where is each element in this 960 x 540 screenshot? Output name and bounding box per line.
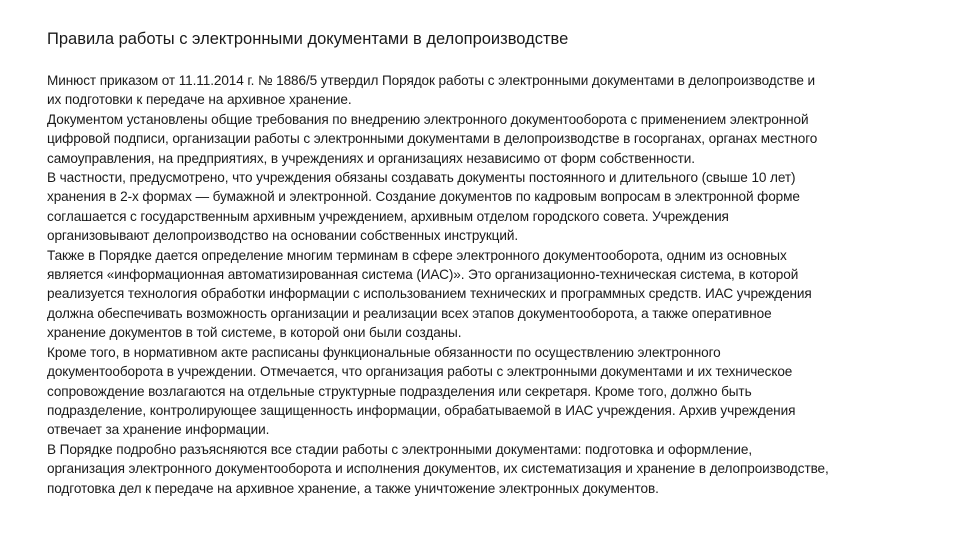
body-line: их подготовки к передаче на архивное хранение. [47,92,352,108]
body-line: организовывают делопроизводство на основании собственных инструкций. [47,228,519,244]
body-line: хранения в 2-х формах — бумажной и электронной. Создание документов по кадровым вопросам в электронной форме [47,189,800,205]
body-line: отвечает за хранение информации. [47,422,270,438]
body-line: Документом установлены общие требования по внедрению электронного документооборота с применением электронной [47,111,809,127]
body-line: Кроме того, в нормативном акте расписаны функциональные обязанности по осуществлению электронного [47,344,721,360]
body-line: соглашается с государственным архивным учреждением, архивным отделом городского совета. Учреждения [47,208,729,224]
body-line: цифровой подписи, организации работы с электронными документами в делопроизводстве в госорганах, органах местного [47,131,818,147]
body-line: Также в Порядке дается определение многим терминам в сфере электронного документооборота, одним из основных [47,247,787,263]
body-line: самоуправления, на предприятиях, в учреждениях и организациях независимо от форм собственности. [47,150,695,166]
body-line: Минюст приказом от 11.11.2014 г. № 1886/5 утвердил Порядок работы с электронными документами в делопроизводстве и [47,73,815,88]
body-line: подготовка дел к передаче на архивное хранение, а также уничтожение электронных документов. [47,480,659,496]
body-line: является «информационная автоматизированная система (ИАС)». Это организационно-техническая система, в которой [47,267,799,283]
body-line: хранение документов в той системе, в которой они были созданы. [47,325,462,341]
body-line: В Порядке подробно разъясняются все стадии работы с электронными документами: подготовка и оформление, [47,441,753,457]
body-line: В частности, предусмотрено, что учреждения обязаны создавать документы постоянного и длительного (свыше 10 лет) [47,170,796,186]
body-line: подразделение, контролирующее защищенность информации, обрабатываемой в ИАС учреждения. Архив учреждения [47,402,796,418]
body-line: документооборота в учреждении. Отмечается, что организация работы с электронными документами и их техническое [47,364,793,380]
body-line: должна обеспечивать возможность организации и реализации всех этапов документооборота, а также оперативное [47,305,772,321]
body-line: реализуется технология обработки информации с использованием технических и программных средств. ИАС учреждения [47,286,812,302]
body-line: организация электронного документооборота и исполнения документов, их систематизация и хранение в делопроизводстве, [47,461,829,477]
slide-body-text [47,71,915,498]
body-line: сопровождение возлагаются на отдельные структурные подразделения или секретаря. Кроме того, должно быть [47,383,752,399]
slide-title: Правила работы с электронными документами в делопроизводстве [47,30,569,48]
